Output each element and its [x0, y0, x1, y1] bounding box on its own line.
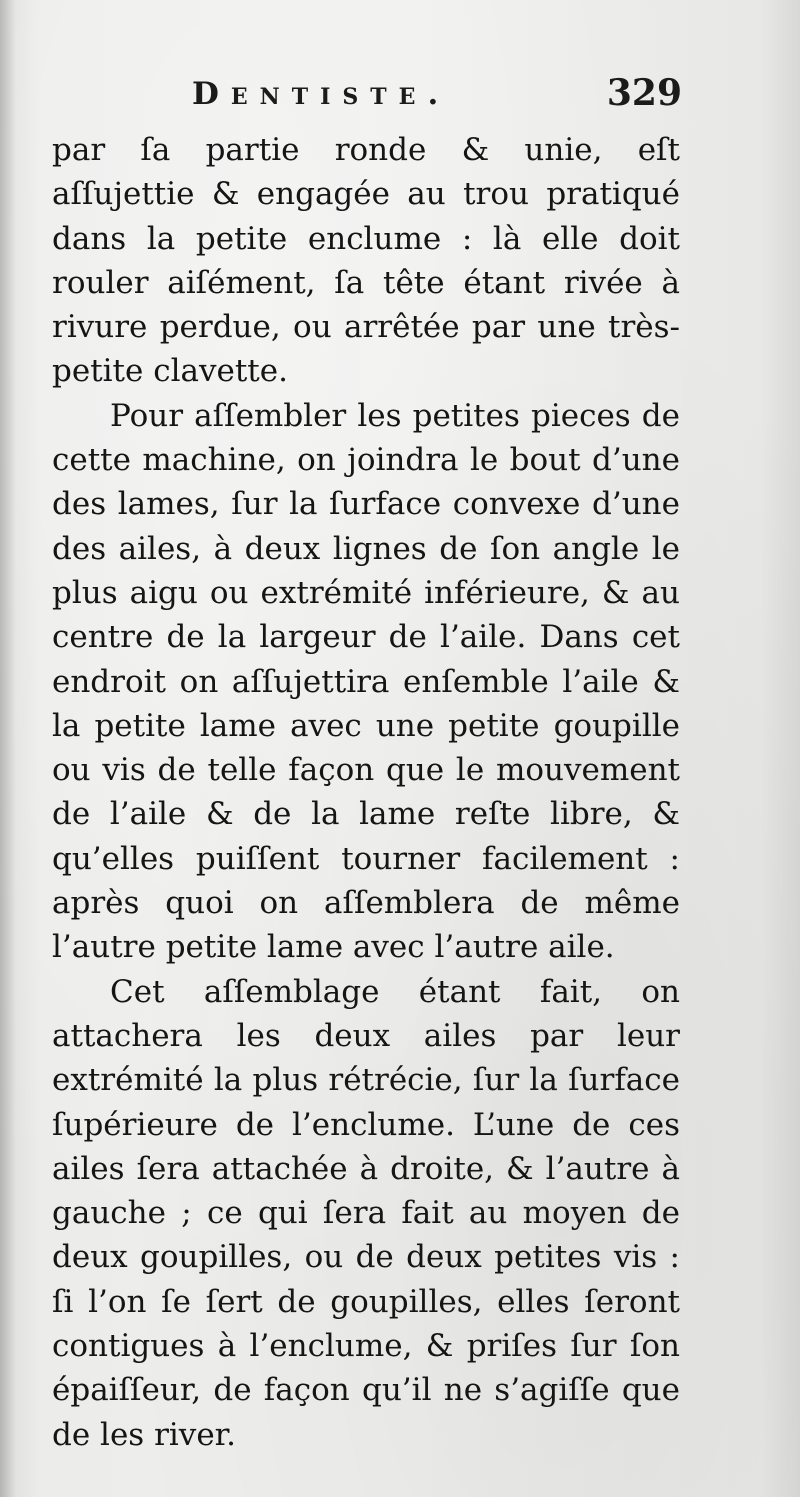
- paragraph-2: Pour aſſembler les petites pieces de cette machine, on joindra le bout d’une des lames, ſur la ſurface convexe d’une des ailes, à deux lignes de ſon angle le plus aigu ou extrémité inférieure, & au centre de la largeur de l’aile. Dans cet endroit on aſſujettira enſemble l’aile & la petite lame avec une petite goupille ou vis de telle façon que le mouvement de l’aile & de la lame reſte libre, & qu’elles puiſſent tourner facilement : après quoi on aſſemblera de même l’autre petite lame avec l’autre aile.: [52, 397, 680, 966]
- page-header: [52, 70, 682, 126]
- paragraph-3: Cet aſſemblage étant fait, on attachera les deux ailes par leur extrémité la plus rétrécie, ſur la ſurface ſupérieure de l’enclume. L’une de ces ailes ſera attachée à droite, & l’autre à gauche ; ce qui ſera fait au moyen de deux goupilles, ou de deux petites vis : ſi l’on ſe ſert de goupilles, elles ſeront contigues à l’enclume, & priſes ſur ſon épaiſſeur, de façon qu’il ne s’agiſſe que de les river.: [52, 973, 680, 1453]
- gutter-shadow: [0, 0, 16, 1497]
- page-number: 329: [606, 72, 682, 114]
- body-text: [52, 128, 680, 1457]
- running-head: Dentiste.: [192, 76, 451, 112]
- paragraph-1: par ſa partie ronde & unie, eſt aſſujettie & engagée au trou pratiqué dans la petite enclume : là elle doit rouler aiſément, ſa tête étant rivée à rivure perdue, ou arrêtée par une très-petite clavette.: [52, 132, 680, 390]
